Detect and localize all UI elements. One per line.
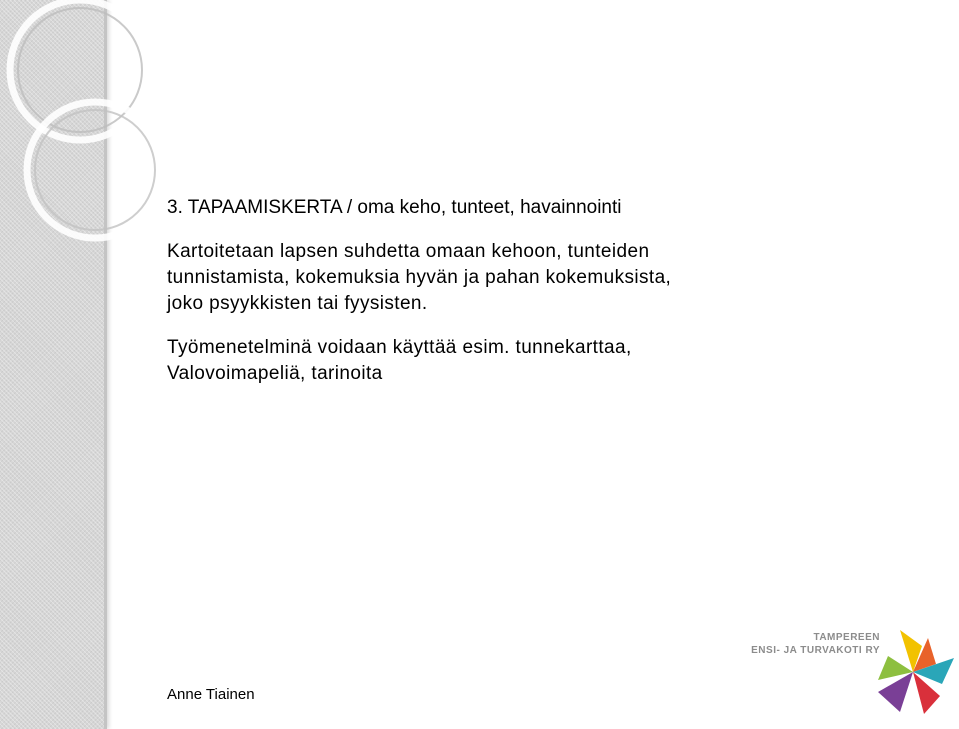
logo-text-line2: ENSI- JA TURVAKOTI RY: [751, 645, 880, 656]
paragraph-2-line: Valovoimapeliä, tarinoita: [167, 363, 383, 384]
paragraph-1-line: tunnistamista, kokemuksia hyvän ja pahan kokemuksista,: [167, 267, 672, 288]
slide-content: [167, 195, 787, 405]
organization-logo: [751, 626, 956, 718]
author-name: Anne Tiainen: [167, 686, 255, 703]
paragraph-1-line: joko psyykkisten tai fyysisten.: [167, 293, 428, 314]
paragraph-2: [167, 335, 787, 387]
pinwheel-icon: [870, 626, 956, 718]
paragraph-1: [167, 239, 787, 317]
paragraph-2-line: Työmenetelminä voidaan käyttää esim. tunnekarttaa,: [167, 337, 632, 358]
paragraph-1-line: Kartoitetaan lapsen suhdetta omaan kehoon, tunteiden: [167, 241, 650, 262]
decorative-rings: [0, 0, 140, 240]
slide-title: 3. TAPAAMISKERTA / oma keho, tunteet, havainnointi: [167, 197, 622, 218]
logo-text-line1: TAMPEREEN: [813, 632, 880, 643]
